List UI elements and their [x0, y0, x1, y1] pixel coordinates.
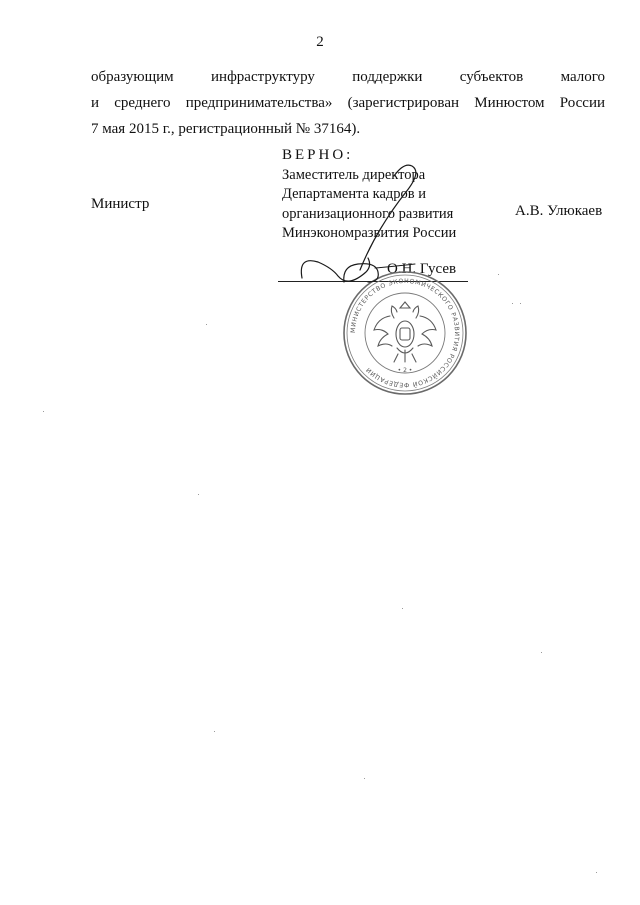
- signatory-title: Министр: [91, 196, 150, 212]
- body-line-2-word: среднего: [114, 95, 171, 111]
- body-line-2-word: России: [559, 95, 605, 111]
- body-line-1-word: образующим: [91, 69, 174, 85]
- certification-position-line-2: Департамента кадров и: [282, 186, 427, 202]
- scan-speck: [520, 303, 521, 304]
- page-number: 2: [316, 34, 324, 50]
- body-line-1: [91, 64, 605, 90]
- scan-speck: [214, 731, 215, 732]
- svg-text:• 2 •: • 2 •: [397, 367, 413, 374]
- certification-position-line-4: Минэкономразвития России: [282, 225, 457, 241]
- official-seal: [340, 268, 470, 398]
- body-paragraph: [91, 64, 605, 142]
- scan-speck: [364, 778, 365, 779]
- body-line-2-word: (зарегистрирован: [347, 95, 460, 111]
- scan-speck: [43, 411, 44, 412]
- scan-speck: [206, 324, 207, 325]
- certification-verno: ВЕРНО:: [282, 147, 354, 163]
- signatory-name: А.В. Улюкаев: [515, 203, 603, 219]
- body-line-1-word: субъектов: [459, 69, 524, 85]
- eagle-emblem-icon: [374, 302, 436, 362]
- certification-position-line-3: организационного развития: [282, 205, 454, 222]
- body-line-2-word: предпринимательства»: [185, 95, 333, 111]
- body-line-1-word: поддержки: [352, 69, 423, 85]
- body-line-2: [91, 90, 605, 116]
- scan-speck: [596, 872, 597, 873]
- body-line-2-word: Минюстом: [474, 95, 545, 111]
- certification-block: [282, 146, 456, 244]
- scan-speck: [402, 608, 403, 609]
- scan-speck: [512, 303, 513, 304]
- seal-ring-text: МИНИСТЕРСТВО ЭКОНОМИЧЕСКОГО РАЗВИТИЯ РОССИЙСКОЙ ФЕДЕРАЦИИ: [349, 277, 461, 389]
- scan-speck: [198, 494, 199, 495]
- body-line-1-word: малого: [560, 69, 606, 85]
- scan-speck: [498, 274, 499, 275]
- certification-signer-name: О.Н. Гусев: [387, 261, 457, 277]
- body-line-3: 7 мая 2015 г., регистрационный № 37164).: [91, 121, 361, 137]
- certification-position-line-1: Заместитель директора: [282, 166, 426, 183]
- scan-speck: [541, 652, 542, 653]
- body-line-2-word: и: [91, 95, 100, 111]
- body-line-1-word: инфраструктуру: [211, 69, 315, 85]
